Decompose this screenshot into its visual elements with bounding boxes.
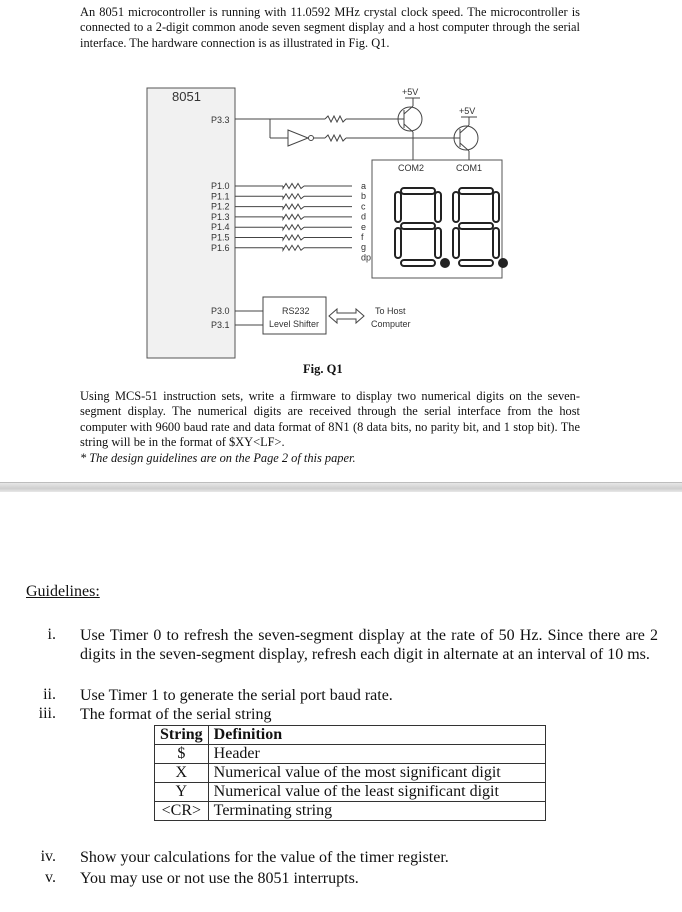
- guideline-text-5: You may use or not use the 8051 interrupts.: [80, 870, 359, 887]
- guideline-num-1: i.: [47, 626, 56, 643]
- chip-label: 8051: [172, 89, 201, 104]
- table-header-definition: Definition: [208, 726, 545, 745]
- design-guidelines-note: * The design guidelines are on the Page 2 of this paper.: [80, 450, 356, 465]
- serial-string-table: [154, 725, 546, 821]
- pin-p30: P3.0: [211, 306, 230, 316]
- segment-label: dp: [361, 252, 372, 263]
- guideline-num-5: v.: [45, 869, 56, 886]
- segment-bar: [453, 228, 459, 258]
- table-cell-string: <CR>: [155, 802, 209, 821]
- table-cell-string: $: [155, 745, 209, 764]
- com1-label: COM1: [456, 163, 483, 173]
- guideline-num-3: iii.: [38, 705, 56, 722]
- pin-label: P1.6: [211, 242, 230, 253]
- guideline-num-2: ii.: [43, 686, 56, 703]
- decimal-point: [441, 259, 449, 267]
- segment-bar: [493, 228, 499, 258]
- table-cell-definition: Numerical value of the least significant digit: [208, 783, 545, 802]
- segment-label: f: [361, 232, 364, 242]
- table-row: [155, 783, 546, 802]
- segment-bar: [401, 260, 435, 266]
- page-separator: [0, 482, 682, 492]
- table-row: [155, 802, 546, 821]
- segment-label: c: [361, 201, 366, 212]
- supply-label-1: +5V: [402, 87, 419, 97]
- figure-q1: [0, 0, 682, 380]
- host-label-2: Computer: [371, 319, 411, 329]
- table-row: [155, 745, 546, 764]
- segment-bar: [401, 223, 435, 229]
- pin-p33: P3.3: [211, 115, 230, 125]
- segment-bar: [395, 228, 401, 258]
- host-label-1: To Host: [375, 306, 406, 316]
- digit-8: [395, 188, 449, 267]
- intro-paragraph: An 8051 microcontroller is running with 11.0592 MHz crystal clock speed. The microcontroller is connected to a 2-digit common anode seven segment display and a host computer through the serial interface. The hardware connection is as illustrated in Fig. Q1.: [80, 5, 580, 50]
- pin-label: P1.5: [211, 232, 230, 243]
- segment-bar: [459, 260, 493, 266]
- pin-label: P1.2: [211, 201, 230, 212]
- table-header-string: String: [155, 726, 209, 745]
- segment-bar: [435, 228, 441, 258]
- pin-label: P1.1: [211, 191, 230, 202]
- table-cell-definition: Numerical value of the most significant digit: [208, 764, 545, 783]
- segment-bar: [459, 223, 493, 229]
- segment-bar: [453, 192, 459, 222]
- guideline-num-4: iv.: [40, 848, 56, 865]
- segment-label: d: [361, 211, 367, 222]
- segment-bar: [493, 192, 499, 222]
- guideline-text-3: The format of the serial string: [80, 706, 272, 723]
- pin-label: P1.0: [211, 181, 230, 191]
- pin-p31: P3.1: [211, 320, 230, 330]
- segment-label: b: [361, 191, 367, 202]
- segment-bar: [395, 192, 401, 222]
- guideline-text-4: Show your calculations for the value of the timer register.: [80, 849, 449, 866]
- table-cell-string: Y: [155, 783, 209, 802]
- guideline-text-1: Use Timer 0 to refresh the seven-segment display at the rate of 50 Hz. Since there are 2 digits in the seven-segment display, refresh each digit in alternate at an interval of 10 ms.: [80, 627, 658, 663]
- shifter-label-1: RS232: [282, 306, 310, 316]
- serial-link-arrow: [329, 309, 364, 323]
- table-cell-string: X: [155, 764, 209, 783]
- supply-label-2: +5V: [459, 106, 476, 116]
- task-text: Using MCS-51 instruction sets, write a firmware to display two numerical digits on the seven-segment display. The numerical digits are received through the serial interface from the host computer with 9600 baud rate and data format of 8N1 (8 data bits, no parity bit, and 1 stop bit). The string will be in the format of $XY<LF>.: [80, 389, 580, 450]
- pin-label: P1.3: [211, 211, 230, 222]
- segment-bar: [401, 188, 435, 194]
- figure-caption: Fig. Q1: [303, 362, 343, 376]
- table-cell-definition: Header: [208, 745, 545, 764]
- decimal-point: [499, 259, 507, 267]
- pin-label: P1.4: [211, 222, 230, 233]
- segment-label: a: [361, 181, 367, 191]
- table-cell-definition: Terminating string: [208, 802, 545, 821]
- table-row: [155, 764, 546, 783]
- com2-label: COM2: [398, 163, 425, 173]
- task-paragraph: [80, 389, 580, 466]
- shifter-label-2: Level Shifter: [269, 319, 320, 329]
- segment-bar: [435, 192, 441, 222]
- guideline-text-2: Use Timer 1 to generate the serial port baud rate.: [80, 687, 393, 704]
- segment-label: e: [361, 221, 367, 232]
- digit-8: [453, 188, 507, 267]
- segment-bar: [459, 188, 493, 194]
- segment-label: g: [361, 242, 367, 253]
- guidelines-heading: Guidelines:: [26, 583, 100, 600]
- table-header-row: [155, 726, 546, 745]
